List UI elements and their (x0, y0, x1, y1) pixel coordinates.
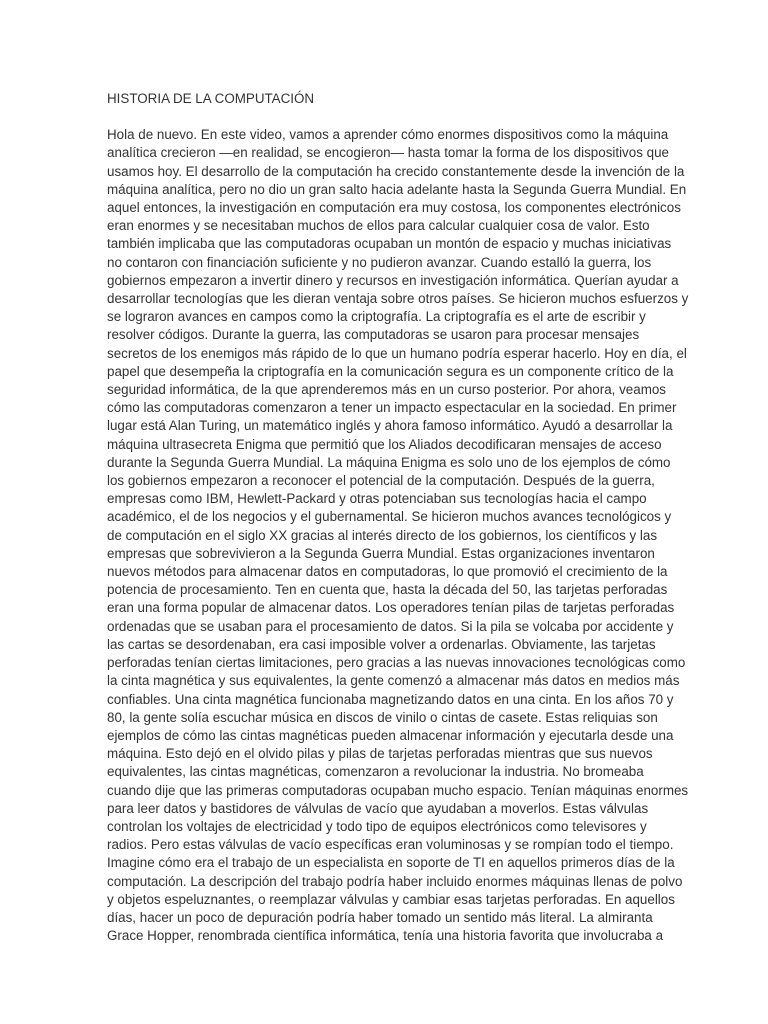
document-title: HISTORIA DE LA COMPUTACIÓN (107, 91, 315, 106)
paragraph-line: los gobiernos empezaron a reconocer el potencial de la computación. Después de la guerra, (107, 473, 655, 489)
paragraph-line: empresas como IBM, Hewlett-Packard y otras potenciaban sus tecnologías hacia el campo (107, 491, 647, 507)
document-body (107, 126, 689, 945)
paragraph-line: desarrollar tecnologías que les dieran ventaja sobre otros países. Se hicieron muchos esfuerzos y (107, 291, 689, 307)
paragraph-line: también implicaba que las computadoras ocupaban un montón de espacio y muchas iniciativas (107, 236, 672, 252)
paragraph-line: eran enormes y se necesitaban muchos de ellos para calcular cualquier cosa de valor. Esto (107, 218, 650, 234)
paragraph-line: radios. Pero estas válvulas de vacío específicas eran voluminosas y se rompían todo el tiempo. (107, 837, 674, 853)
paragraph-line: secretos de los enemigos más rápido de lo que un humano podría esperar hacerlo. Hoy en día, el (107, 345, 687, 361)
paragraph-line: seguridad informática, de la que aprenderemos más en un curso posterior. Por ahora, veamos (107, 382, 666, 398)
paragraph-line: no contaron con financiación suficiente y no pudieron avanzar. Cuando estalló la guerra, los (107, 254, 652, 270)
paragraph-line: equivalentes, las cintas magnéticas, comenzaron a revolucionar la industria. No bromeaba (107, 764, 644, 780)
paragraph-line: Imagine cómo era el trabajo de un especialista en soporte de TI en aquellos primeros días de la (107, 855, 675, 871)
paragraph-line: días, hacer un poco de depuración podría haber tomado un sentido más literal. La almiranta (107, 909, 653, 925)
paragraph-line: ejemplos de cómo las cintas magnéticas pueden almacenar información y ejecutarla desde una (107, 727, 674, 743)
paragraph-line: confiables. Una cinta magnética funcionaba magnetizando datos en una cinta. En los años 70 y (107, 691, 674, 707)
paragraph-line: la cinta magnética y sus equivalentes, la gente comenzó a almacenar más datos en medios más (107, 673, 680, 689)
paragraph-line: durante la Segunda Guerra Mundial. La máquina Enigma es solo uno de los ejemplos de cómo (107, 454, 671, 470)
paragraph-line: Hola de nuevo. En este video, vamos a aprender cómo enormes dispositivos como la máquina (107, 127, 669, 143)
paragraph-line: aquel entonces, la investigación en computación era muy costosa, los componentes electrónicos (107, 200, 681, 216)
paragraph-line: empresas que sobrevivieron a la Segunda Guerra Mundial. Estas organizaciones inventaron (107, 545, 655, 561)
paragraph-line: nuevos métodos para almacenar datos en computadoras, lo que promovió el crecimiento de la (107, 564, 668, 580)
paragraph-line: resolver códigos. Durante la guerra, las computadoras se usaron para procesar mensajes (107, 327, 640, 343)
paragraph-line: máquina. Esto dejó en el olvido pilas y pilas de tarjetas perforadas mientras que sus nuevos (107, 746, 653, 762)
paragraph-line: para leer datos y bastidores de válvulas de vacío que ayudaban a moverlos. Estas válvulas (107, 800, 649, 816)
paragraph-line: académico, el de los negocios y el gubernamental. Se hicieron muchos avances tecnológicos y (107, 509, 672, 525)
paragraph-line: de computación en el siglo XX gracias al interés directo de los gobiernos, los científicos y las (107, 527, 658, 543)
paragraph-line: usamos hoy. El desarrollo de la computación ha crecido constantemente desde la invención de la (107, 163, 685, 179)
paragraph-line: perforadas tenían ciertas limitaciones, pero gracias a las nuevas innovaciones tecnológicas como (107, 655, 686, 671)
paragraph-line: computación. La descripción del trabajo podría haber incluido enormes máquinas llenas de polvo (107, 873, 683, 889)
paragraph-line: eran una forma popular de almacenar datos. Los operadores tenían pilas de tarjetas perforadas (107, 600, 675, 616)
paragraph-line: las cartas se desordenaban, era casi imposible volver a ordenarlas. Obviamente, las tarjetas (107, 636, 656, 652)
paragraph-line: papel que desempeña la criptografía en la comunicación segura es un componente crítico de la (107, 363, 674, 379)
paragraph-line: analítica crecieron —en realidad, se encogieron— hasta tomar la forma de los dispositivos que (107, 145, 669, 161)
paragraph-line: cómo las computadoras comenzaron a tener un impacto espectacular en la sociedad. En primer (107, 400, 677, 416)
paragraph-line: cuando dije que las primeras computadoras ocupaban mucho espacio. Tenían máquinas enormes (107, 782, 689, 798)
paragraph-line: gobiernos empezaron a invertir dinero y recursos en investigación informática. Querían ayudar a (107, 272, 679, 288)
paragraph-line: ordenadas que se usaban para el procesamiento de datos. Si la pila se volcaba por accidente y (107, 618, 674, 634)
paragraph-line: se lograron avances en campos como la criptografía. La criptografía es el arte de escribir y (107, 309, 646, 325)
paragraph-line: Grace Hopper, renombrada científica informática, tenía una historia favorita que involucraba a (107, 928, 664, 944)
paragraph-line: máquina analítica, pero no dio un gran salto hacia adelante hasta la Segunda Guerra Mundial. En (107, 181, 687, 197)
paragraph-line: lugar está Alan Turing, un matemático inglés y ahora famoso informático. Ayudó a desarrollar la (107, 418, 673, 434)
paragraph-line: 80, la gente solía escuchar música en discos de vinilo o cintas de casete. Estas reliquias son (107, 709, 658, 725)
paragraph-line: y objetos espeluznantes, o reemplazar válvulas y cambiar esas tarjetas perforadas. En aquellos (107, 891, 675, 907)
document-page (107, 90, 689, 945)
paragraph-line: máquina ultrasecreta Enigma que permitió que los Aliados decodificaran mensajes de acceso (107, 436, 662, 452)
paragraph-line: controlan los voltajes de electricidad y todo tipo de equipos electrónicos como televisores y (107, 818, 647, 834)
paragraph-line: potencia de procesamiento. Ten en cuenta que, hasta la década del 50, las tarjetas perforadas (107, 582, 668, 598)
